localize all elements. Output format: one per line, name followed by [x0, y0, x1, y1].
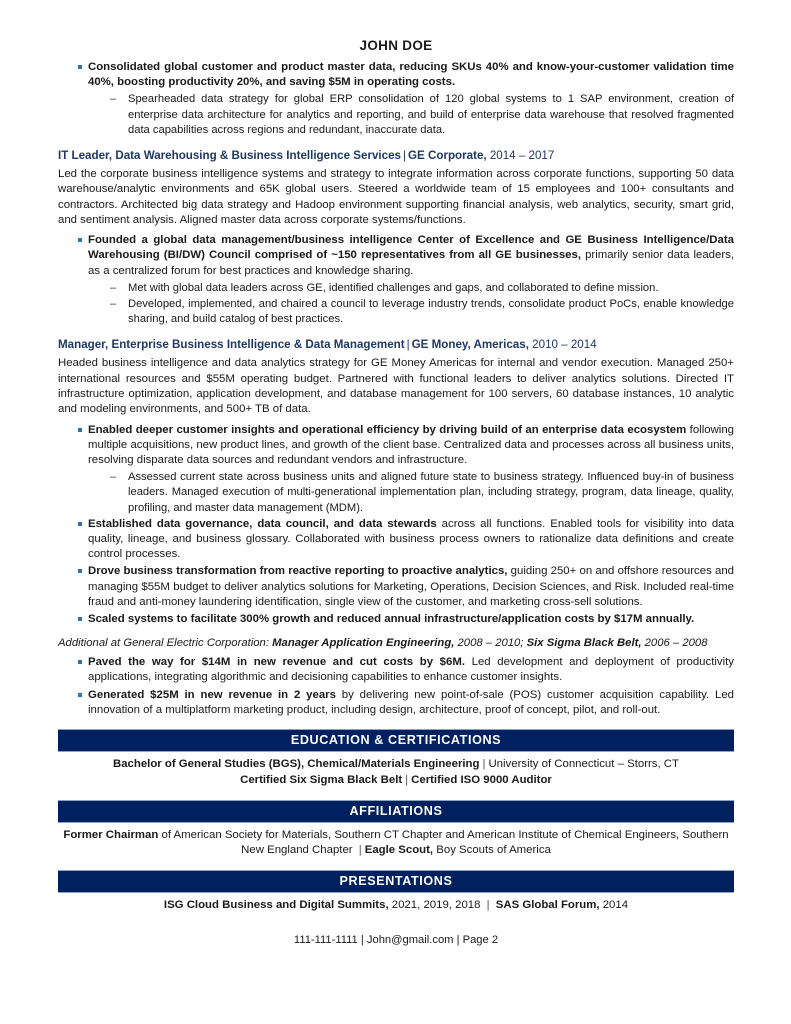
additional-dates-1: 2008 – 2010;: [454, 637, 527, 650]
list-item: [58, 297, 734, 327]
separator: |: [482, 758, 486, 771]
sub-bullet-text: Met with global data leaders across GE, identified challenges and gaps, and collaborated to define mission.: [128, 281, 659, 294]
sub-bullet-text: Assessed current state across business units and aligned future state to business strategy. Influenced buy-in of business leaders. Managed execution of multi-generational implementation plan, including strategy, program, data lineage, quality, profiling, and master data management (MDM).: [128, 471, 734, 514]
bullet-bold-text: Enabled deeper customer insights and operational efficiency by driving build of an enterprise data ecosystem: [88, 423, 687, 436]
page-content: [58, 38, 734, 946]
bullet-rest-text: by delivering new point-of-sale (POS) customer acquisition capability. Led innovation of a multiplatform marketing product, including design, architecture, proof of concept, pilot, and roll-out.: [88, 688, 734, 716]
additional-bullet-list: [58, 655, 734, 718]
bullet-bold-text: Established data governance, data council, and data stewards: [88, 517, 437, 530]
list-item: [58, 655, 734, 685]
separator: |: [405, 773, 409, 786]
sub-bullet-text: Spearheaded data strategy for global ERP consolidation of 120 global systems to 1 SAP environment, creation of enterprise data architecture for analytics and reporting, and build of enterprise data warehouse that resolved fragmented data capabilities across regions and redundant, inaccurate data.: [128, 93, 734, 136]
list-item: [58, 564, 734, 610]
job2-bullet-list: [58, 423, 734, 628]
list-item: [58, 517, 734, 563]
section-banner-affiliations: AFFILIATIONS: [58, 800, 734, 823]
education-degree: Bachelor of General Studies (BGS), Chemical/Materials Engineering: [112, 758, 480, 771]
presentation-years-1: 2021, 2019, 2018: [388, 899, 484, 912]
bullet-rest-text: primarily senior data leaders, as a centralized forum for best practices and knowledge sharing.: [88, 249, 734, 277]
list-item: [58, 233, 734, 279]
bullet-rest-text: Led development and deployment of productivity applications, integrating algorithmic and decisioning capabilities to enhance customer insights.: [88, 656, 734, 684]
certification-1: Certified Six Sigma Black Belt: [240, 773, 403, 786]
affiliation-scout-org: Boy Scouts of America: [433, 844, 551, 857]
job-role: IT Leader, Data Warehousing & Business Intelligence Services: [58, 149, 401, 163]
bullet-rest-text: guiding 250+ on and offshore resources and managing $55M budget to deliver analytics solutions for Marketing, Operations, Decision Sciences, and Risk. Included real-time fraud and anti-money laundering identification, single view of the customer, and marketing cross-sell solutions.: [88, 565, 734, 608]
job-heading-it-leader: [58, 148, 734, 163]
additional-role-1: Manager Application Engineering,: [272, 637, 455, 650]
separator: |: [486, 899, 490, 912]
bullet-rest-text: following multiple acquisitions, new product lines, and growth of the client base. Centralized data and processes across all business units, resolving disparate data sources and redundant vendors and infrastructure.: [88, 423, 734, 467]
separator: |: [406, 338, 410, 352]
sub-bullet-text: Developed, implemented, and chaired a council to leverage industry trends, consolidate product PoCs, enable knowledge sharing, and build catalog of best practices.: [128, 298, 734, 326]
additional-lead: Additional at General Electric Corporation:: [58, 637, 273, 650]
education-line-2: [58, 773, 734, 789]
presentation-years-2: 2014: [599, 899, 629, 912]
bullet-bold-text: Drove business transformation from reactive reporting to proactive analytics,: [88, 565, 508, 578]
bullet-bold-text: Consolidated global customer and product master data, reducing SKUs 40% and know-your-customer validation time 40%, boosting productivity 20%, and saving $5M in operating costs.: [88, 61, 734, 89]
bullet-bold-text: Paved the way for $14M in new revenue and cut costs by $6M.: [88, 656, 466, 669]
additional-dates-2: 2006 – 2008: [641, 637, 708, 650]
certification-2: Certified ISO 9000 Auditor: [411, 773, 552, 786]
section-banner-presentations: PRESENTATIONS: [58, 870, 734, 893]
list-item: [58, 60, 734, 90]
separator: |: [403, 149, 407, 163]
page-footer: 111-111-1111 | John@gmail.com | Page 2: [293, 934, 499, 947]
top-bullet-list: [58, 60, 734, 138]
job-dates: 2014 – 2017: [489, 149, 555, 163]
additional-roles-line: [58, 636, 734, 651]
presentation-event-1: ISG Cloud Business and Digital Summits,: [163, 899, 389, 912]
list-item: [58, 470, 734, 516]
list-item: [58, 92, 734, 138]
job1-bullet-list: [58, 233, 734, 327]
bullet-bold-text: Founded a global data management/business intelligence Center of Excellence and GE Business Intelligence/Data Warehousing (BI/DW) Council comprised of ~150 representatives from all GE businesses,: [88, 234, 734, 262]
list-item: [58, 423, 734, 469]
job-org: GE Corporate,: [408, 149, 487, 163]
job-heading-manager: [58, 337, 734, 352]
bullet-rest-text: across all functions. Enabled tools for visibility into data quality, lineage, and business glossary. Collaborated with business process owners to rationalize data definitions and create control processes.: [88, 517, 734, 561]
education-line-1: [58, 757, 734, 773]
presentations-line-1: [58, 898, 734, 914]
affiliations-line-1: [58, 828, 734, 860]
page-title: JOHN DOE: [359, 38, 433, 53]
job-summary: Led the corporate business intelligence systems and strategy to integrate information across corporate functions, supporting 50 data warehouse/analytic environments and 65K global users. Steered a worldwide team of 15 employees and 100+ consultants and contractors. Architected big data strategy and Hadoop environment supporting financial analysis, web analytics, security, smart grid, and sentiment analysis. Aligned master data across corporate systems/functions.: [58, 168, 734, 226]
job-dates: 2010 – 2014: [532, 338, 597, 352]
list-item: [58, 281, 734, 296]
list-item: [58, 612, 734, 627]
affiliation-orgs: of American Society for Materials, Southern CT Chapter and American Institute of Chemical Engineers, Southern New England Chapter: [158, 828, 729, 857]
list-item: [58, 688, 734, 718]
job-org: GE Money, Americas,: [411, 338, 529, 352]
bullet-bold-text: Scaled systems to facilitate 300% growth and reduced annual infrastructure/application costs by $17M annually.: [88, 613, 695, 626]
section-banner-education: EDUCATION & CERTIFICATIONS: [58, 729, 734, 752]
education-school: University of Connecticut – Storrs, CT: [488, 758, 679, 771]
bullet-bold-text: Generated $25M in new revenue in 2 years: [88, 688, 336, 701]
affiliation-scout-title: Eagle Scout,: [364, 844, 434, 857]
job-summary: Headed business intelligence and data analytics strategy for GE Money Americas for internal and vendor execution. Managed 250+ international resources and $55M operating budget. Partnered with functional leaders to deliver analytics solutions. Directed IT infrastructure optimization, application development, and database management for 100 servers, 60 database instances, 10 analytic and modeling environments, and 500+ TB of data.: [58, 357, 734, 416]
job-role: Manager, Enterprise Business Intelligence & Data Management: [58, 338, 405, 352]
presentation-event-2: SAS Global Forum,: [492, 899, 600, 912]
separator: |: [358, 844, 362, 857]
additional-role-2: Six Sigma Black Belt,: [526, 637, 642, 650]
affiliation-role: Former Chairman: [63, 828, 159, 841]
